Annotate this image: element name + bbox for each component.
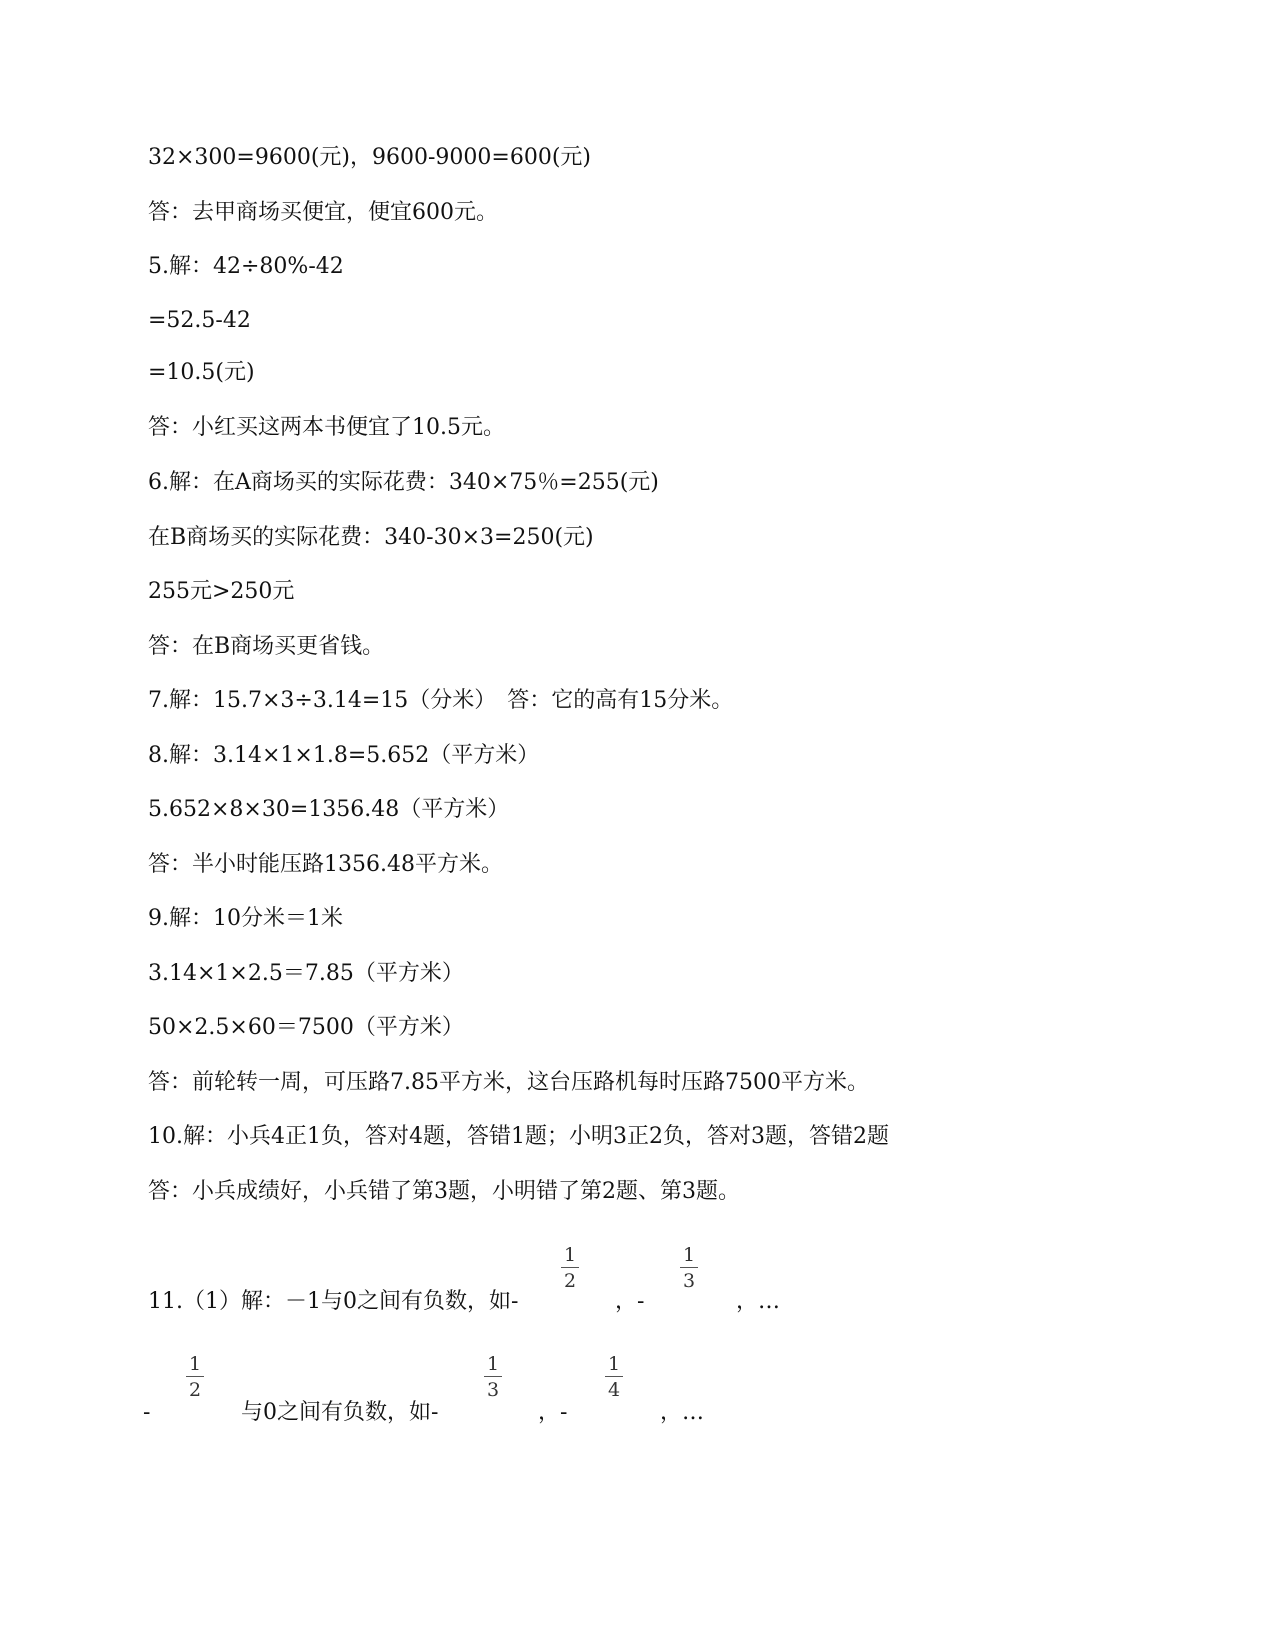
text-line: 答：小红买这两本书便宜了10.5元。 (148, 415, 505, 440)
q11-text-3: ，… (736, 1289, 781, 1314)
fraction (680, 1244, 698, 1292)
text-line: 在B商场买的实际花费：340-30×3=250(元) (148, 525, 594, 550)
fraction-bar (680, 1267, 698, 1268)
fraction-numerator: 1 (188, 1353, 202, 1375)
text-line: 3.14×1×2.5＝7.85（平方米） (148, 961, 464, 986)
fraction-bar (484, 1376, 502, 1377)
text-line: 8.解：3.14×1×1.8=5.652（平方米） (148, 743, 540, 768)
q11b-text-1: 与0之间有负数，如- (241, 1400, 439, 1425)
text-line: 答：小兵成绩好，小兵错了第3题，小明错了第2题、第3题。 (148, 1179, 740, 1204)
text-line: =52.5-42 (148, 308, 251, 333)
fraction-denominator: 3 (682, 1270, 696, 1292)
q11b-text-2: ，- (538, 1400, 568, 1425)
fraction-numerator: 1 (682, 1244, 696, 1266)
fraction (561, 1244, 579, 1292)
text-line: 7.解：15.7×3÷3.14=15（分米） 答：它的高有15分米。 (148, 688, 734, 713)
fraction-bar (186, 1376, 204, 1377)
text-line: 答：在B商场买更省钱。 (148, 634, 385, 659)
fraction-denominator: 3 (486, 1379, 500, 1401)
fraction-denominator: 2 (188, 1379, 202, 1401)
q11-text-1: 11.（1）解：－1与0之间有负数，如- (148, 1289, 519, 1314)
fraction-bar (561, 1267, 579, 1268)
text-line: 50×2.5×60＝7500（平方米） (148, 1015, 464, 1040)
fraction-denominator: 2 (563, 1270, 577, 1292)
text-line: 5.解：42÷80%-42 (148, 254, 344, 279)
text-line: 答：半小时能压路1356.48平方米。 (148, 852, 503, 877)
q11-text-2: ，- (615, 1289, 645, 1314)
fraction (605, 1353, 623, 1401)
fraction-numerator: 1 (563, 1244, 577, 1266)
text-line: 答：前轮转一周，可压路7.85平方米，这台压路机每时压路7500平方米。 (148, 1070, 869, 1095)
text-line: 答：去甲商场买便宜，便宜600元。 (148, 200, 498, 225)
text-line: 10.解：小兵4正1负，答对4题，答错1题；小明3正2负，答对3题，答错2题 (148, 1124, 889, 1149)
text-line: =10.5(元) (148, 360, 255, 385)
q11b-text-0: - (143, 1400, 151, 1425)
fraction-numerator: 1 (486, 1353, 500, 1375)
text-line: 5.652×8×30=1356.48（平方米） (148, 797, 510, 822)
text-line: 255元>250元 (148, 579, 295, 604)
fraction (186, 1353, 204, 1401)
fraction-numerator: 1 (607, 1353, 621, 1375)
fraction-bar (605, 1376, 623, 1377)
fraction-denominator: 4 (607, 1379, 621, 1401)
text-line: 9.解：10分米＝1米 (148, 906, 343, 931)
fraction (484, 1353, 502, 1401)
q11b-text-3: ，… (660, 1400, 705, 1425)
text-line: 32×300=9600(元)，9600-9000=600(元) (148, 145, 592, 170)
text-line: 6.解：在A商场买的实际花费：340×75％=255(元) (148, 470, 659, 495)
